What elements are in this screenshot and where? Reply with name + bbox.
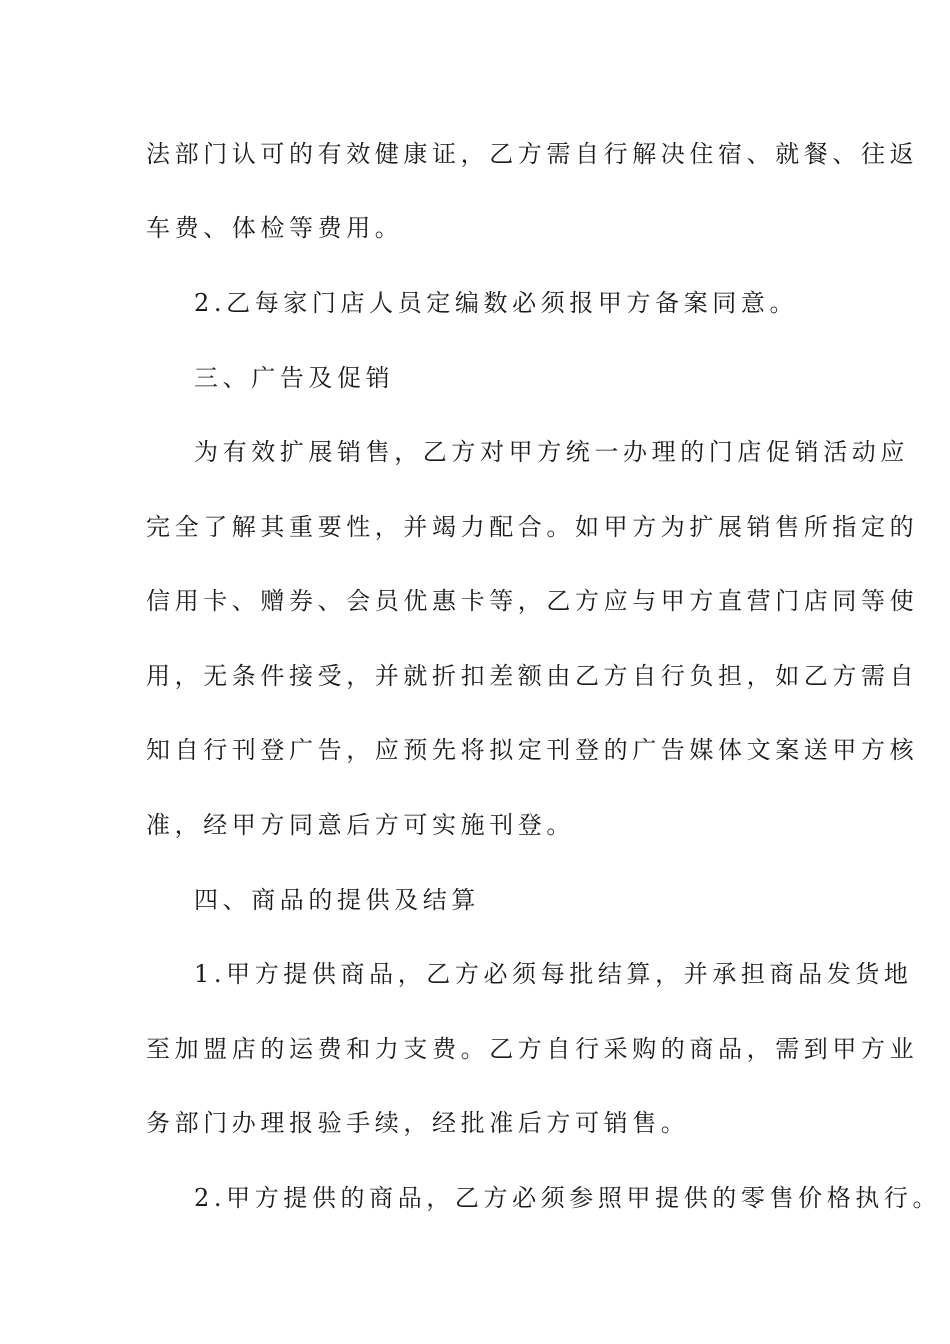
text-line: 用，无条件接受，并就折扣差额由乙方自行负担，如乙方需自 <box>146 662 919 690</box>
text-line: 完全了解其重要性，并竭力配合。如甲方为扩展销售所指定的 <box>146 513 919 541</box>
list-item-1: 1.甲方提供商品，乙方必须每批结算，并承担商品发货地 <box>194 960 913 988</box>
list-item-2-goods: 2.甲方提供的商品，乙方必须参照甲提供的零售价格执行。 <box>194 1184 942 1212</box>
text-line: 信用卡、赠券、会员优惠卡等，乙方应与甲方直营门店同等使 <box>146 587 919 615</box>
section-heading-advertising: 三、广告及促销 <box>194 364 395 392</box>
text-line: 至加盟店的运费和力支费。乙方自行采购的商品，需到甲方业 <box>146 1035 919 1063</box>
section-heading-goods: 四、商品的提供及结算 <box>194 886 480 914</box>
text-line: 务部门办理报验手续，经批准后方可销售。 <box>146 1109 690 1137</box>
list-item-2: 2.乙每家门店人员定编数必须报甲方备案同意。 <box>194 289 799 317</box>
text-line: 为有效扩展销售，乙方对甲方统一办理的门店促销活动应 <box>194 438 909 466</box>
text-line: 知自行刊登广告，应预先将拟定刊登的广告媒体文案送甲方核 <box>146 736 919 764</box>
text-line: 准，经甲方同意后方可实施刊登。 <box>146 811 575 839</box>
text-line: 法部门认可的有效健康证，乙方需自行解决住宿、就餐、往返 <box>146 140 919 168</box>
text-line: 车费、体检等费用。 <box>146 214 404 242</box>
